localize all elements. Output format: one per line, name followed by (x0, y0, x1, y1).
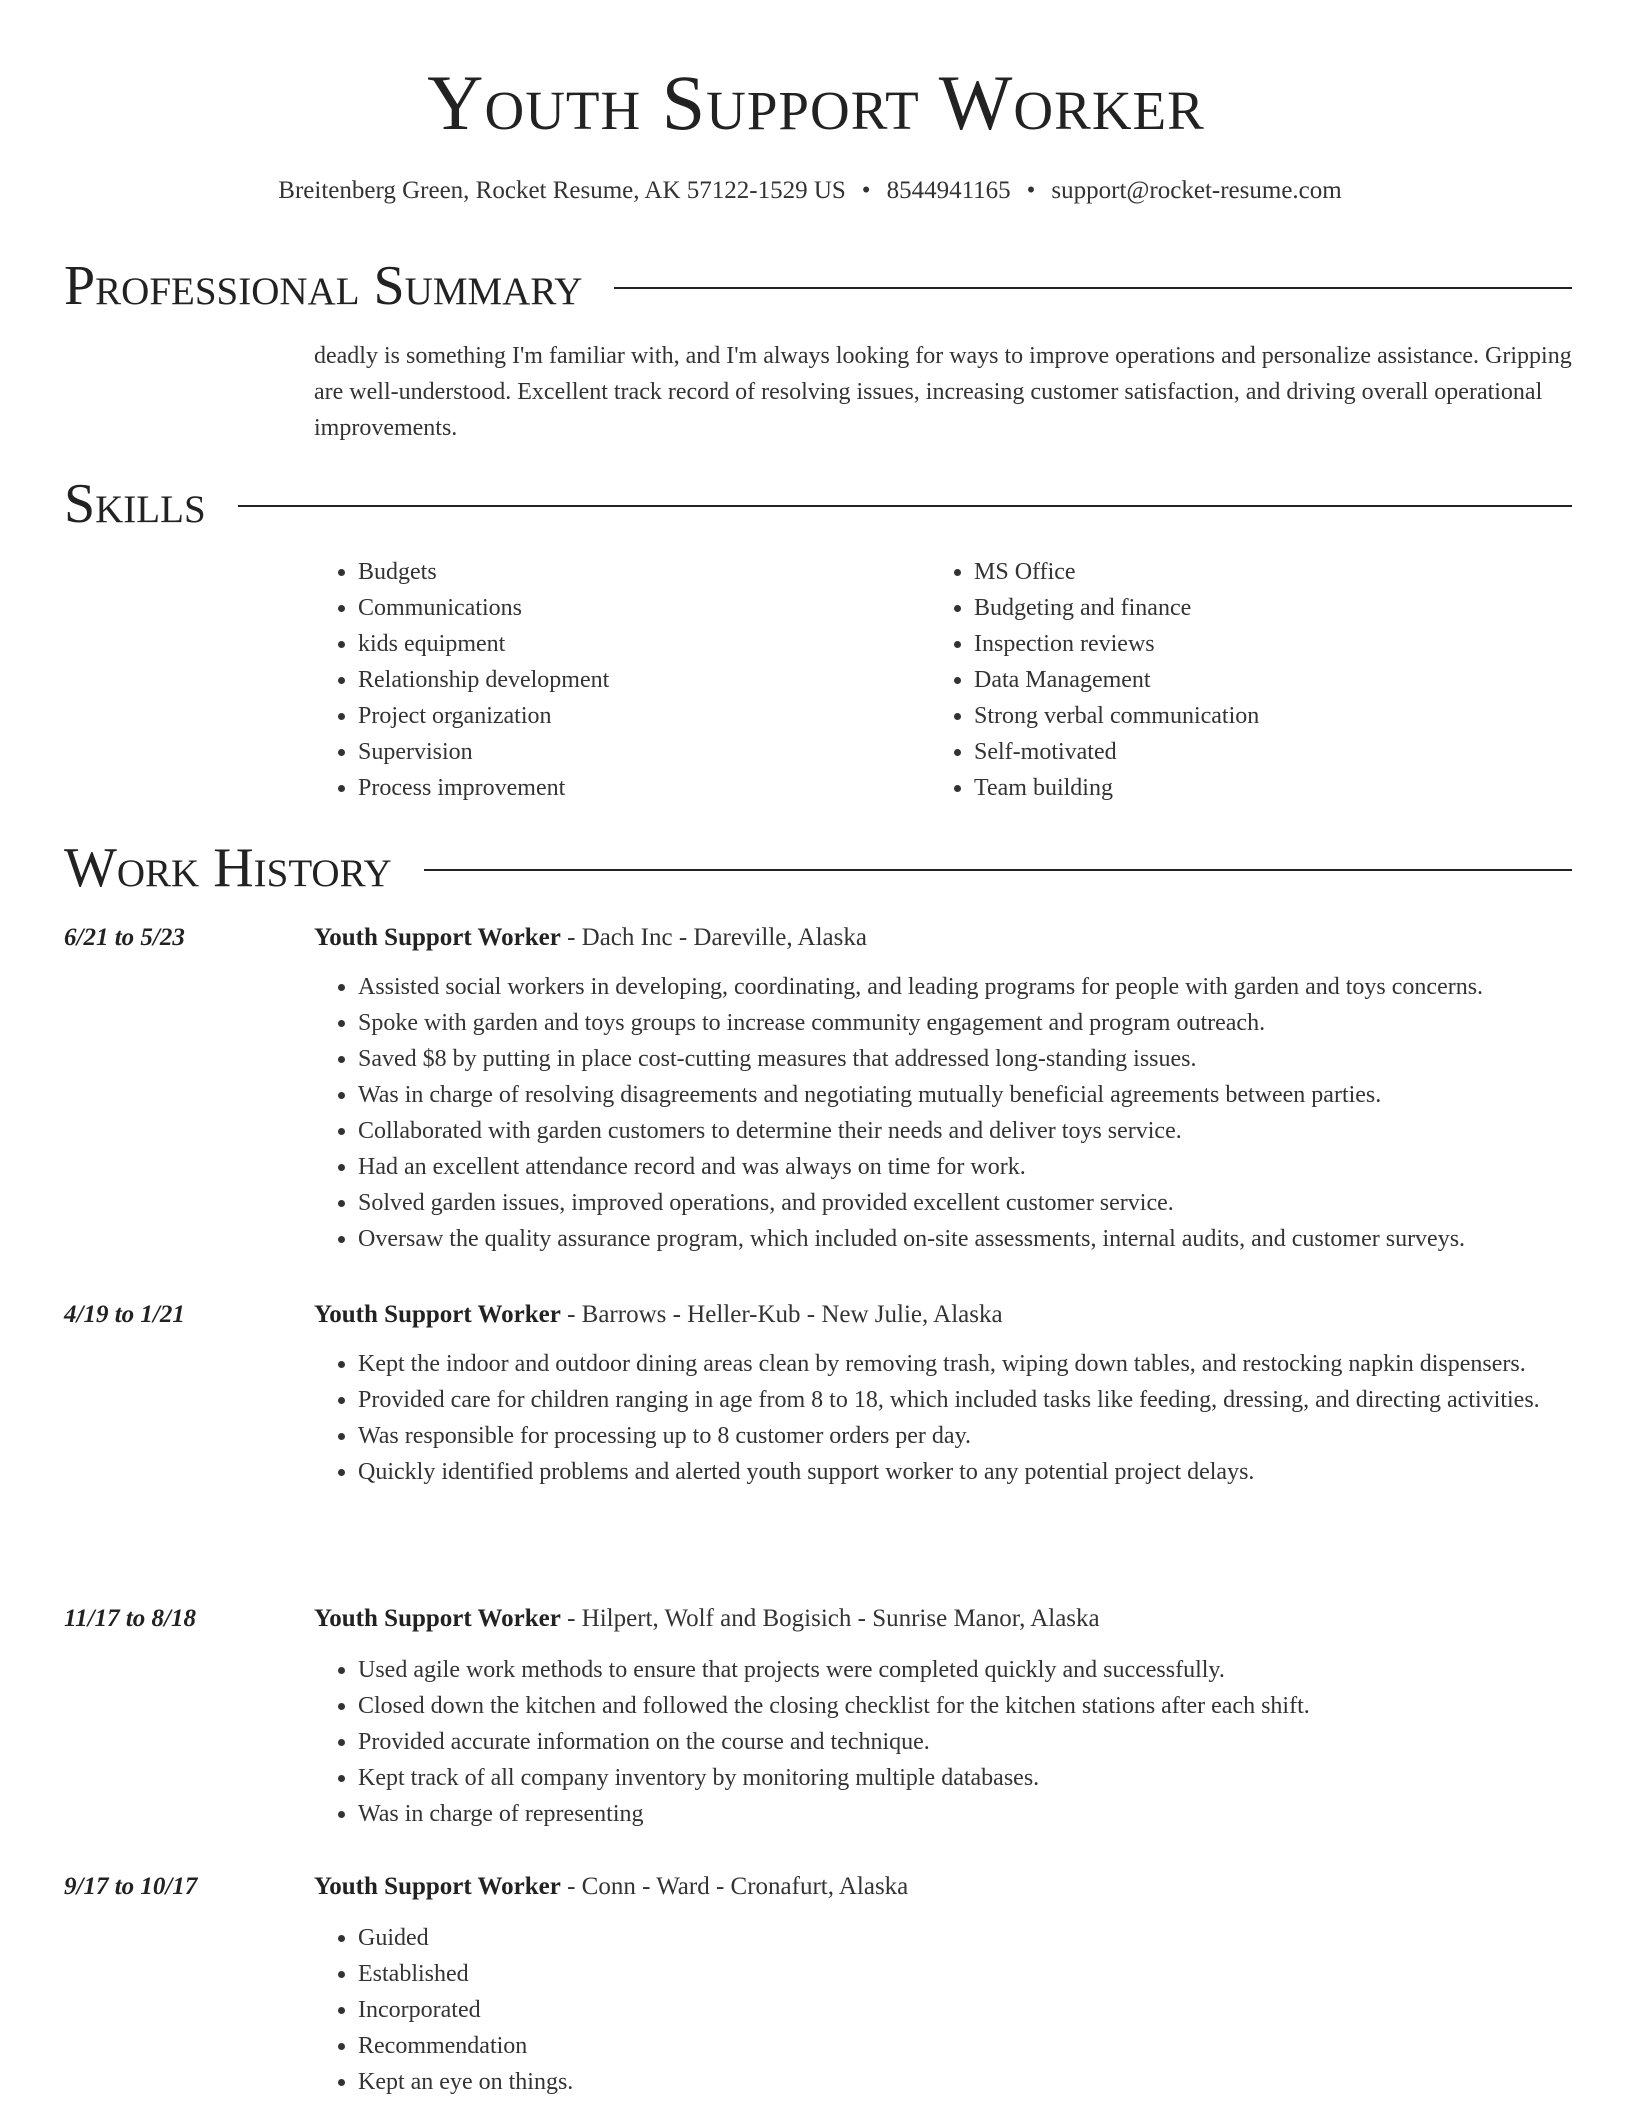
job-role: Youth Support Worker (314, 1301, 561, 1328)
job-bullet: • Guided (358, 1920, 1628, 1956)
section-divider (614, 287, 1572, 289)
job-bullet: • Kept track of all company inventory by monitoring multiple databases. (358, 1760, 1628, 1796)
section-divider (238, 505, 1572, 507)
job-bullet: • Solved garden issues, improved operations, and provided excellent customer service. (358, 1185, 1628, 1221)
skill-item: • Budgets (358, 554, 609, 590)
job-employer: - Dach Inc - Dareville, Alaska (560, 924, 867, 951)
job-title-line (314, 1602, 1572, 1636)
job-bullet: • Provided accurate information on the course and technique. (358, 1724, 1628, 1760)
job-bullet: • Oversaw the quality assurance program, which included on-site assessments, internal audits, and customer surveys. (358, 1221, 1628, 1257)
job-role: Youth Support Worker (314, 924, 561, 951)
skill-item: • Strong verbal communication (974, 698, 1259, 734)
job-role: Youth Support Worker (314, 1605, 561, 1632)
contact-phone: 8544941165 (886, 177, 1011, 204)
job-bullet: • Was in charge of resolving disagreements and negotiating mutually beneficial agreements between parties. (358, 1077, 1628, 1113)
job-employer: - Conn - Ward - Cronafurt, Alaska (560, 1873, 909, 1900)
skill-item: • kids equipment (358, 626, 609, 662)
skill-item: • Supervision (358, 734, 609, 770)
job-bullet: • Closed down the kitchen and followed the closing checklist for the kitchen stations after each shift. (358, 1688, 1628, 1724)
job-title-line (314, 1298, 1572, 1332)
contact-line (0, 175, 1620, 207)
job-bullet: • Established (358, 1956, 1628, 1992)
skill-item: • Team building (974, 770, 1259, 806)
contact-separator: • (861, 177, 871, 204)
job-title-line (314, 921, 1572, 955)
summary-section-title: Professional Summary (64, 255, 583, 317)
contact-separator: • (1026, 177, 1036, 204)
candidate-name: Youth Support Worker (427, 59, 1205, 146)
job-bullet: • Provided care for children ranging in age from 8 to 18, which included tasks like feeding, dressing, and directing activities. (358, 1382, 1628, 1418)
work-section-title: Work History (64, 837, 392, 899)
skills-list-left (314, 554, 609, 806)
job-bullet: • Was in charge of representing (358, 1796, 1628, 1832)
skill-item: • Process improvement (358, 770, 609, 806)
contact-address: Breitenberg Green, Rocket Resume, AK 57122-1529 US (278, 177, 846, 204)
job-bullet: • Spoke with garden and toys groups to increase community engagement and program outreach. (358, 1005, 1628, 1041)
job-bullet: • Kept the indoor and outdoor dining areas clean by removing trash, wiping down tables, and restocking napkin dispensers. (358, 1346, 1628, 1382)
job-bullet-list (314, 969, 1628, 1257)
skill-item: • Project organization (358, 698, 609, 734)
job-bullet-list (314, 1652, 1628, 1832)
job-bullet-list (314, 1346, 1628, 1490)
job-bullet: • Was responsible for processing up to 8 customer orders per day. (358, 1418, 1628, 1454)
job-dates: 6/21 to 5/23 (64, 924, 185, 951)
summary-section-header (64, 254, 1572, 318)
job-bullet: • Recommendation (358, 2028, 1628, 2064)
work-section-header (64, 836, 1572, 900)
job-title-line (314, 1870, 1572, 1904)
skill-item: • Data Management (974, 662, 1259, 698)
job-bullet: • Had an excellent attendance record and was always on time for work. (358, 1149, 1628, 1185)
job-bullet: • Kept an eye on things. (358, 2064, 1628, 2100)
skill-item: • Relationship development (358, 662, 609, 698)
job-employer: - Hilpert, Wolf and Bogisich - Sunrise Manor, Alaska (560, 1605, 1100, 1632)
contact-email: support@rocket-resume.com (1051, 177, 1342, 204)
job-bullet-list (314, 1920, 1628, 2100)
skill-item: • Self-motivated (974, 734, 1259, 770)
job-bullet: • Collaborated with garden customers to determine their needs and deliver toys service. (358, 1113, 1628, 1149)
job-bullet: • Incorporated (358, 1992, 1628, 2028)
summary-text: deadly is something I'm familiar with, and I'm always looking for ways to improve operations and personalize assistance. Gripping are well-understood. Excellent track record of resolving issues, increasing customer satisfaction, and driving overall operational improvements. (314, 343, 1572, 441)
skill-item: • Budgeting and finance (974, 590, 1259, 626)
job-dates: 9/17 to 10/17 (64, 1873, 198, 1900)
job-bullet: • Saved $8 by putting in place cost-cutting measures that addressed long-standing issues. (358, 1041, 1628, 1077)
section-divider (424, 869, 1572, 871)
job-dates: 11/17 to 8/18 (64, 1605, 196, 1632)
skills-section-header (64, 472, 1572, 536)
job-bullet: • Quickly identified problems and alerted youth support worker to any potential project delays. (358, 1454, 1628, 1490)
job-bullet: • Assisted social workers in developing, coordinating, and leading programs for people with garden and toys concerns. (358, 969, 1628, 1005)
skill-item: • MS Office (974, 554, 1259, 590)
skill-item: • Communications (358, 590, 609, 626)
job-dates: 4/19 to 1/21 (64, 1301, 185, 1328)
job-bullet: • Used agile work methods to ensure that projects were completed quickly and successfully. (358, 1652, 1628, 1688)
job-employer: - Barrows - Heller-Kub - New Julie, Alaska (560, 1301, 1003, 1328)
skills-section-title: Skills (64, 473, 206, 535)
skills-list-right (930, 554, 1259, 806)
job-role: Youth Support Worker (314, 1873, 561, 1900)
skill-item: • Inspection reviews (974, 626, 1259, 662)
